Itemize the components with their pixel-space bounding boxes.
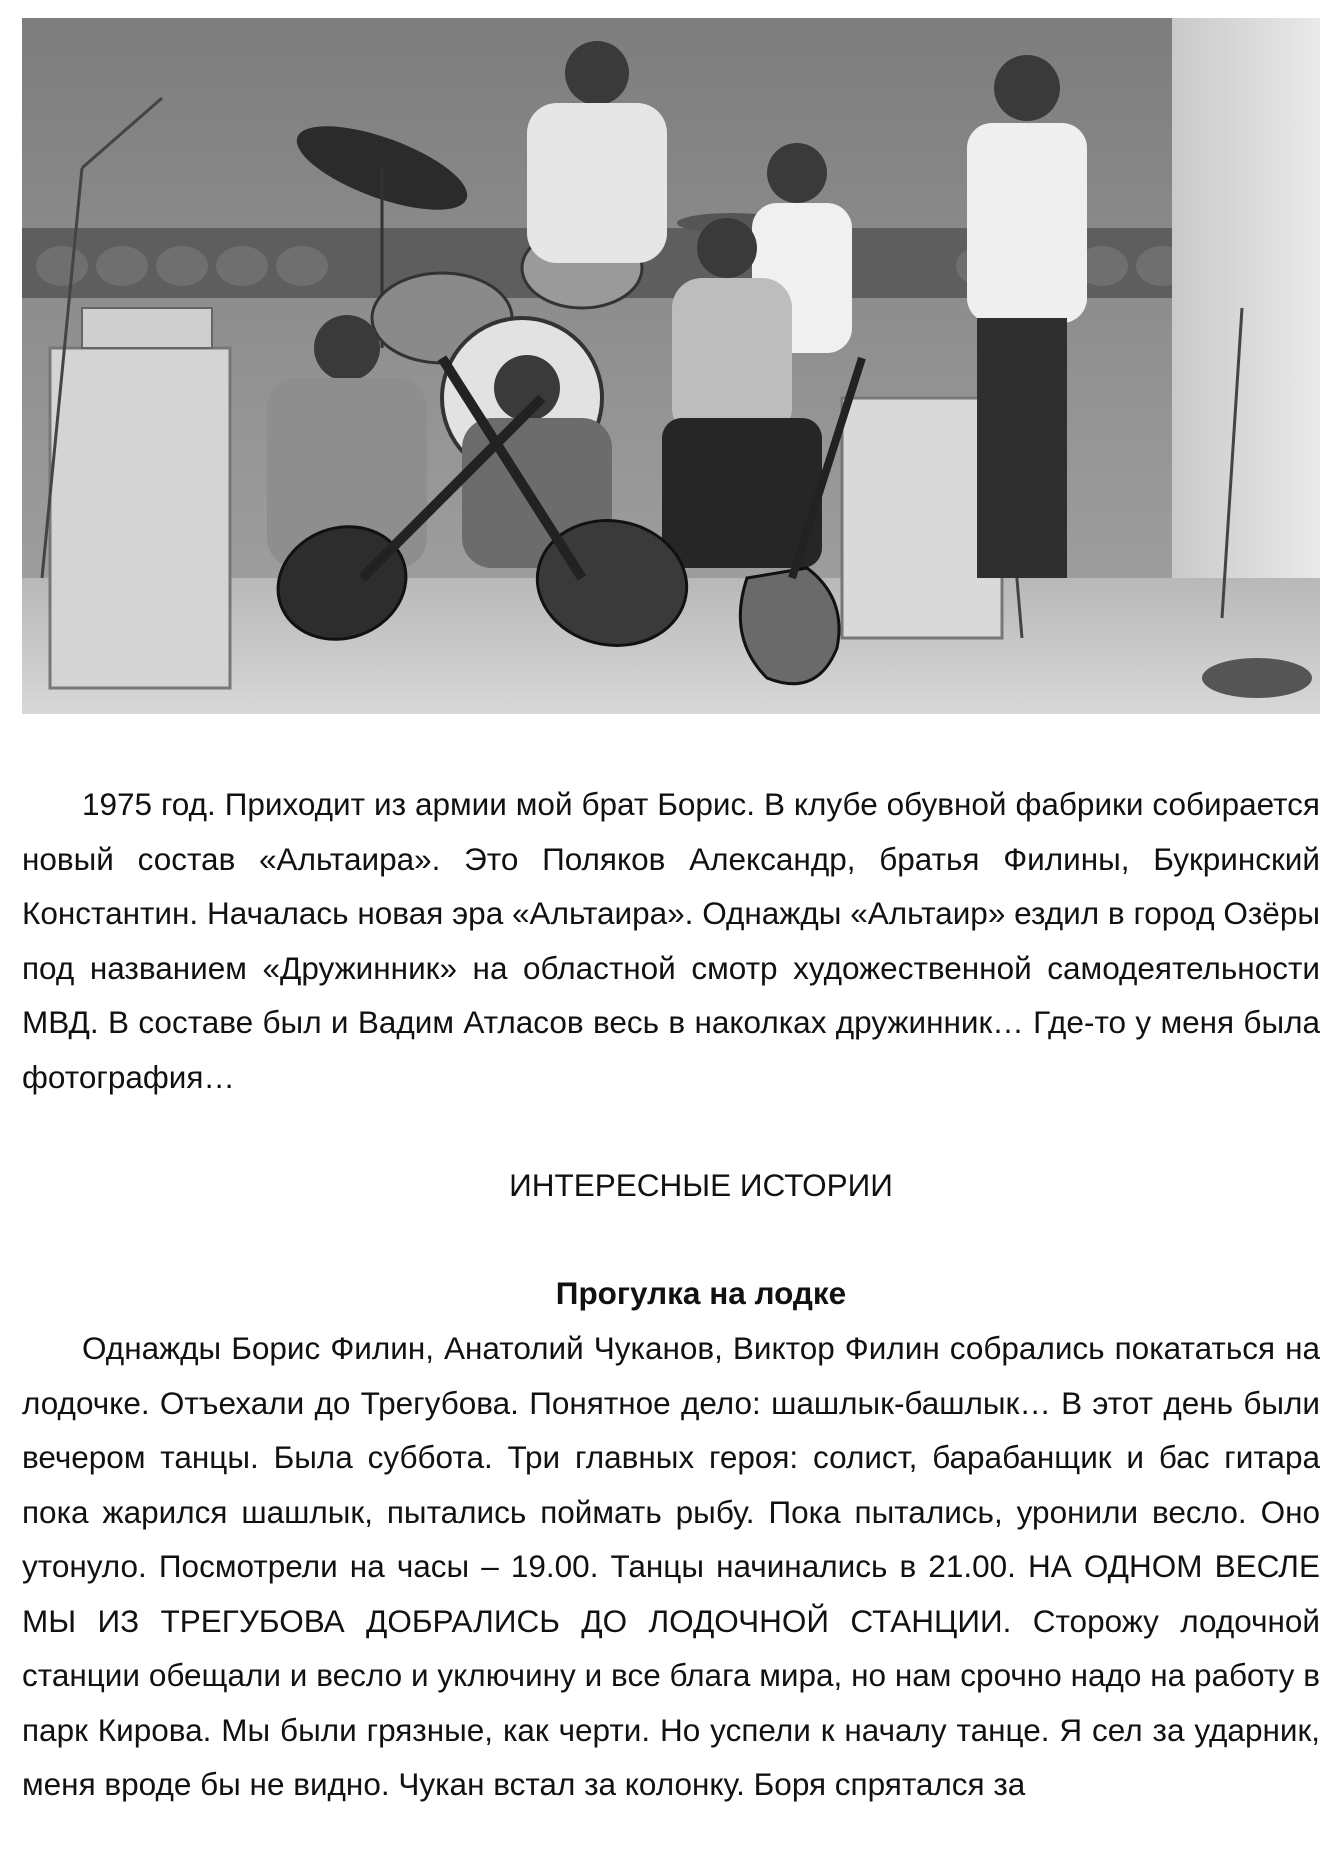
- section-heading: ИНТЕРЕСНЫЕ ИСТОРИИ: [509, 1167, 893, 1203]
- story-title: Прогулка на лодке: [555, 1275, 847, 1311]
- paragraph-intro: 1975 год. Приходит из армии мой брат Борис. В клубе обувной фабрики собирается новый состав «Альтаира». Это Поляков Александр, братья Филины, Букринский Константин. Началась новая эра «Альтаира». Однажды «Альтаир» ездил в город Озёры под названием «Дружинник» на областной смотр художественной самодеятельности МВД. В составе был и Вадим Атласов весь в наколках дружинник… Где-то у меня была фотография…: [22, 786, 1320, 1095]
- paragraph-story: Однажды Борис Филин, Анатолий Чуканов, Виктор Филин собрались покататься на лодочке. Отъехали до Трегубова. Понятное дело: шашлык-башлык… В этот день были вечером танцы. Была суббота. Три главных героя: солист, барабанщик и бас гитара пока жарился шашлык, пытались поймать рыбу. Пока пытались, уронили весло. Оно утонуло. Посмотрели на часы – 19.00. Танцы начинались в 21.00. НА ОДНОМ ВЕСЛЕ МЫ ИЗ ТРЕГУБОВА ДОБРАЛИСЬ ДО ЛОДОЧНОЙ СТАНЦИИ. Сторожу лодочной станции обещали и весло и уключину и все блага мира, но нам срочно надо на работу в парк Кирова. Мы были грязные, как черти. Но успели к началу танце. Я сел за ударник, меня вроде бы не видно. Чукан встал за колонку. Боря спрятался за: [22, 1330, 1320, 1802]
- band-photo: [22, 18, 1320, 714]
- band-photo-image: [22, 18, 1320, 714]
